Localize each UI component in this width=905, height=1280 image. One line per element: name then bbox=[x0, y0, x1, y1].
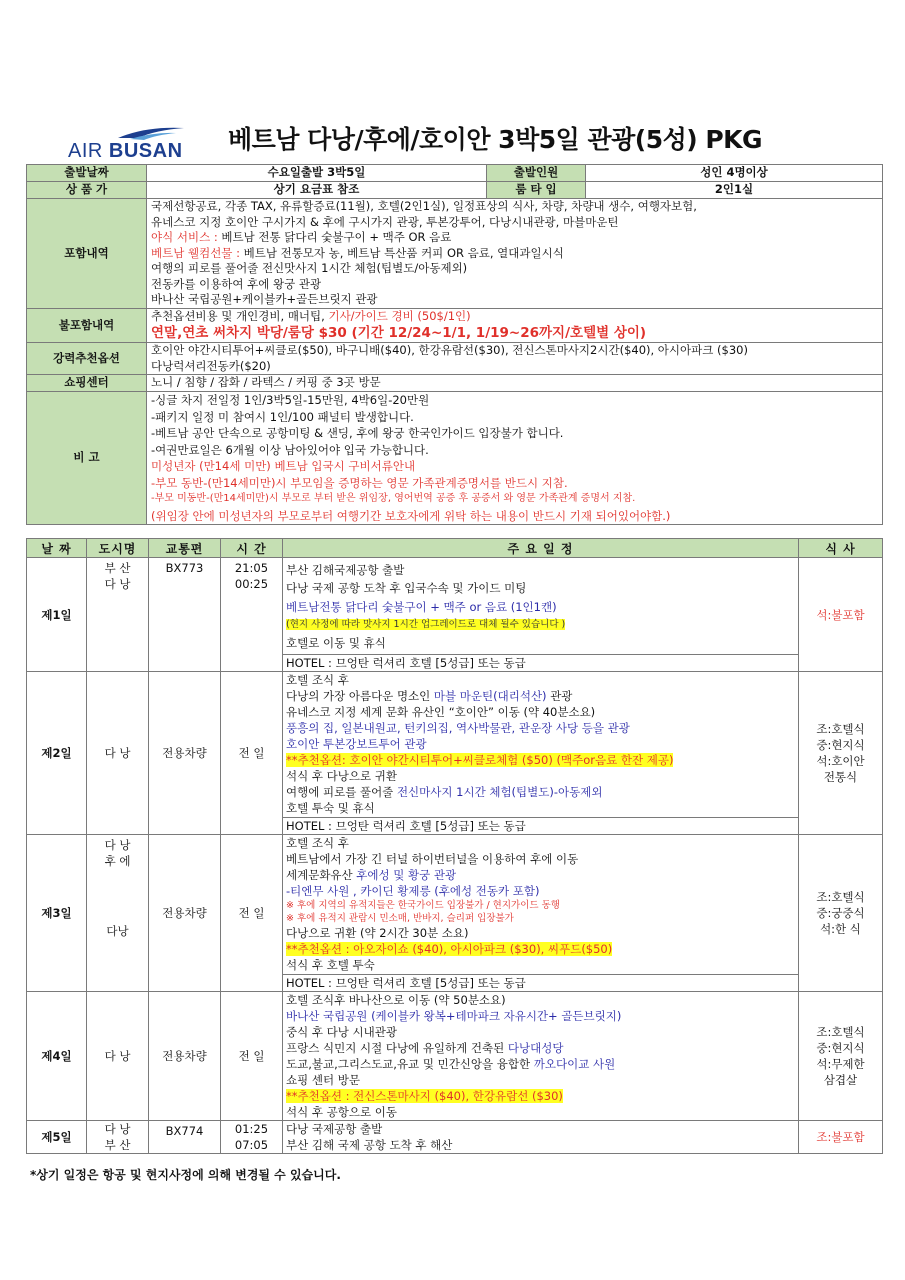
exclude-label: 불포함내역 bbox=[27, 308, 147, 343]
meal-cell: 조:호텔식 중:현지식 석:무제한 삼겹살 bbox=[799, 992, 883, 1121]
info-row-departure bbox=[27, 165, 883, 182]
info-row-include bbox=[27, 199, 883, 309]
meal-cell: 석:불포함 bbox=[799, 558, 883, 672]
room-label: 룸 타 입 bbox=[487, 182, 586, 199]
col-itinerary: 주 요 일 정 bbox=[283, 539, 799, 558]
info-row-remark bbox=[27, 392, 883, 525]
hotel-line: HOTEL : 므엉탄 럭셔리 호텔 [5성급] 또는 동급 bbox=[283, 654, 798, 671]
page-title: 베트남 다낭/후에/호이안 3박5일 관광(5성) PKG bbox=[228, 125, 763, 154]
people-value: 성인 4명이상 bbox=[586, 165, 883, 182]
day-label: 제3일 bbox=[27, 835, 87, 992]
day-label: 제1일 bbox=[27, 558, 87, 672]
remark-value bbox=[147, 392, 883, 525]
col-date: 날 짜 bbox=[27, 539, 87, 558]
include-line: 전동카를 이용하여 후에 왕궁 관광 bbox=[151, 276, 322, 291]
transport-cell: 전용차량 bbox=[149, 672, 221, 835]
option-label: 강력추천옵션 bbox=[27, 343, 147, 375]
remark-line: -베트남 공안 단속으로 공항미팅 & 샌딩, 후에 왕궁 한국인가이드 입장불가 합니다. bbox=[151, 426, 564, 440]
remark-minor-line: -부모 동반-(만14세미만)시 부모임을 증명하는 영문 가족관계증명서를 반드시 지참. bbox=[151, 475, 568, 490]
meal-cell: 조:호텔식 중:궁중식 석:한 식 bbox=[799, 835, 883, 992]
day-row bbox=[27, 672, 883, 835]
day-row bbox=[27, 558, 883, 672]
info-row-price bbox=[27, 182, 883, 199]
shop-value: 노니 / 침향 / 잡화 / 라텍스 / 커핑 중 3곳 방문 bbox=[147, 375, 883, 392]
time-cell: 전 일 bbox=[221, 672, 283, 835]
include-label: 포함내역 bbox=[27, 199, 147, 309]
hotel-line: HOTEL : 므엉탄 럭셔리 호텔 [5성급] 또는 동급 bbox=[283, 817, 798, 834]
include-line: 유네스코 지정 호이안 구시가지 & 후에 구시가지 관광, 투본강투어, 다낭시내관광, 마블마운틴 bbox=[151, 214, 619, 229]
surcharge-line: 연말,연초 써차지 박당/룸당 $30 (기간 12/24~1/1, 1/19~26까지/호텔별 상이) bbox=[151, 325, 647, 341]
remark-line: -여권만료일은 6개월 이상 남아있어야 입국 가능합니다. bbox=[151, 442, 429, 457]
city-cell: 다 낭 bbox=[87, 672, 149, 835]
departure-value: 수요일출발 3박5일 bbox=[147, 165, 487, 182]
price-label: 상 품 가 bbox=[27, 182, 147, 199]
remark-line: -패키지 일정 미 참여시 1인/100 패널티 발생합니다. bbox=[151, 409, 414, 424]
transport-cell: BX774 bbox=[149, 1121, 221, 1154]
transport-cell: 전용차량 bbox=[149, 835, 221, 992]
city-cell: 다 낭 부 산 bbox=[87, 1121, 149, 1154]
info-row-option bbox=[27, 343, 883, 375]
info-row-shop bbox=[27, 375, 883, 392]
room-value: 2인1실 bbox=[586, 182, 883, 199]
option-line: 다낭럭셔리전동카($20) bbox=[151, 358, 271, 373]
transport-cell: 전용차량 bbox=[149, 992, 221, 1121]
itinerary-cell: 다낭 국제공항 출발 부산 김해 국제 공항 도착 후 해산 bbox=[283, 1121, 799, 1154]
day-row bbox=[27, 992, 883, 1121]
city-cell: 부 산 다 낭 bbox=[87, 558, 149, 672]
footer-note: *상기 일정은 항공 및 현지사정에 의해 변경될 수 있습니다. bbox=[30, 1168, 341, 1182]
schedule-header-row bbox=[27, 539, 883, 558]
departure-label: 출발날짜 bbox=[27, 165, 147, 182]
air-busan-logo bbox=[68, 122, 218, 162]
itinerary-cell: 호텔 조식후 바나산으로 이동 (약 50분소요) 바나산 국립공원 (케이블카 왕복+테마파크 자유시간+ 골든브릿지) 중식 후 다낭 시내관광 프랑스 식민지 시절 다낭에 유일하게 건축된 다낭대성당 도교,불교,그리스도교,유교 및 민간신앙을 융합한 까오다이교 사원 쇼핑 센터 방문 **추천옵션 : 전신스톤마사지 ($40), 한강유람선 ($30) 석식 후 공항으로 이동 bbox=[283, 992, 799, 1121]
meal-cell: 조:호텔식 중:현지식 석:호이안 전통식 bbox=[799, 672, 883, 835]
include-value bbox=[147, 199, 883, 309]
remark-minor-line: (위임장 안에 미성년자의 부모로부터 여행기간 보호자에게 위탁 하는 내용이 반드시 기재 되어있어야함.) bbox=[151, 508, 671, 523]
city-cell: 다 낭 후 에 다낭 bbox=[87, 835, 149, 992]
option-line: 호이안 야간시티투어+씨클로($50), 바구니배($40), 한강유람선($30), 전신스톤마사지2시간($40), 아시아파크 ($30) bbox=[151, 343, 748, 357]
include-line: 여행의 피로를 풀어줄 전신맛사지 1시간 체험(팁별도/아동제외) bbox=[151, 261, 468, 275]
hotel-line: HOTEL : 므엉탄 럭셔리 호텔 [5성급] 또는 동급 bbox=[283, 974, 798, 991]
option-value bbox=[147, 343, 883, 375]
day-label: 제4일 bbox=[27, 992, 87, 1121]
shop-label: 쇼핑센터 bbox=[27, 375, 147, 392]
exclude-line: 추천옵션비용 및 개인경비, 매너팁, 기사/가이드 경비 (50$/1인) bbox=[151, 308, 471, 323]
include-line: 야식 서비스 : 베트남 전통 닭다리 숯불구이 + 맥주 OR 음료 bbox=[151, 230, 452, 244]
col-transport: 교통편 bbox=[149, 539, 221, 558]
include-line: 베트남 웰컴선물 : 베트남 전통모자 농, 베트남 특산품 커피 OR 음료, 열대과일시식 bbox=[151, 245, 564, 260]
price-value: 상기 요금표 참조 bbox=[147, 182, 487, 199]
itinerary-cell: 부산 김해국제공항 출발 다낭 국제 공항 도착 후 입국수속 및 가이드 미팅 베트남전통 닭다리 숯불구이 + 맥주 or 음료 (1인1캔) (현지 사정에 따라 맛사지 1시간 업그레이드로 대체 될수 있습니다 ) 호텔로 이동 및 휴식 HOTEL : 므엉탄 럭셔리 호텔 [5성급] 또는 동급 bbox=[283, 558, 799, 672]
time-cell: 전 일 bbox=[221, 992, 283, 1121]
day-label: 제5일 bbox=[27, 1121, 87, 1154]
exclude-value bbox=[147, 308, 883, 343]
logo-text: AIR BUSAN bbox=[68, 140, 183, 162]
schedule-table bbox=[26, 538, 883, 1154]
info-row-exclude bbox=[27, 308, 883, 343]
time-cell: 21:05 00:25 bbox=[221, 558, 283, 672]
time-cell: 01:25 07:05 bbox=[221, 1121, 283, 1154]
itinerary-cell: 호텔 조식 후 다낭의 가장 아름다운 명소인 마블 마운틴(대리석산) 관광 유네스코 지정 세계 문화 유산인 “호이안” 이동 (약 40분소요) 풍흥의 집, 일본내원교, 턴키의집, 역사박물관, 관운장 사당 등을 관광 호이안 투본강보트투어 관광 **추천옵션: 호이안 야간시티투어+씨클로체험 ($50) (맥주or음료 한잔 제공) 석식 후 다낭으로 귀환 여행에 피로를 풀어줄 전신마사지 1시간 체험(팁별도)-아동제외 호텔 투숙 및 휴식 HOTEL : 므엉탄 럭셔리 호텔 [5성급] 또는 동급 bbox=[283, 672, 799, 835]
itinerary-cell: 호텔 조식 후 베트남에서 가장 긴 터널 하이번터널을 이용하여 후에 이동 세계문화유산 후에성 및 황궁 관광 -티엔무 사원 , 카이딘 황제릉 (후에성 전동카 포함) ※ 후에 지역의 유적지들은 한국가이드 입장불가 / 현지가이드 동행 ※ 후에 유적지 관람시 민소매, 반바지, 슬리퍼 입장불가 다낭으로 귀환 (약 2시간 30분 소요) **추천옵션 : 아오자이쇼 ($40), 아시아파크 ($30), 씨푸드($50) 석식 후 호텔 투숙 HOTEL : 므엉탄 럭셔리 호텔 [5성급] 또는 동급 bbox=[283, 835, 799, 992]
include-line: 국제선항공료, 각종 TAX, 유류할증료(11월), 호텔(2인1실), 일정표상의 식사, 차량, 차량내 생수, 여행자보험, bbox=[151, 199, 697, 213]
remark-label: 비 고 bbox=[27, 392, 147, 525]
col-meal: 식 사 bbox=[799, 539, 883, 558]
include-line: 바나산 국립공원+케이블카+골든브릿지 관광 bbox=[151, 292, 378, 306]
city-cell: 다 낭 bbox=[87, 992, 149, 1121]
day-row bbox=[27, 835, 883, 992]
people-label: 출발인원 bbox=[487, 165, 586, 182]
col-time: 시 간 bbox=[221, 539, 283, 558]
info-table bbox=[26, 164, 883, 525]
col-city: 도시명 bbox=[87, 539, 149, 558]
day-row bbox=[27, 1121, 883, 1154]
page-header bbox=[30, 112, 880, 162]
remark-minor-line: 미성년자 (만14세 미만) 베트남 입국시 구비서류안내 bbox=[151, 459, 416, 473]
meal-cell: 조:불포함 bbox=[799, 1121, 883, 1154]
transport-cell: BX773 bbox=[149, 558, 221, 672]
day-label: 제2일 bbox=[27, 672, 87, 835]
remark-line: -싱글 차지 전일정 1인/3박5일-15만원, 4박6일-20만원 bbox=[151, 393, 430, 407]
time-cell: 전 일 bbox=[221, 835, 283, 992]
remark-minor-line: -부모 미동반-(만14세미만)시 부모로 부터 받은 위임장, 영어번역 공증 후 공증서 와 영문 가족관계 증명서 지참. bbox=[151, 493, 636, 504]
